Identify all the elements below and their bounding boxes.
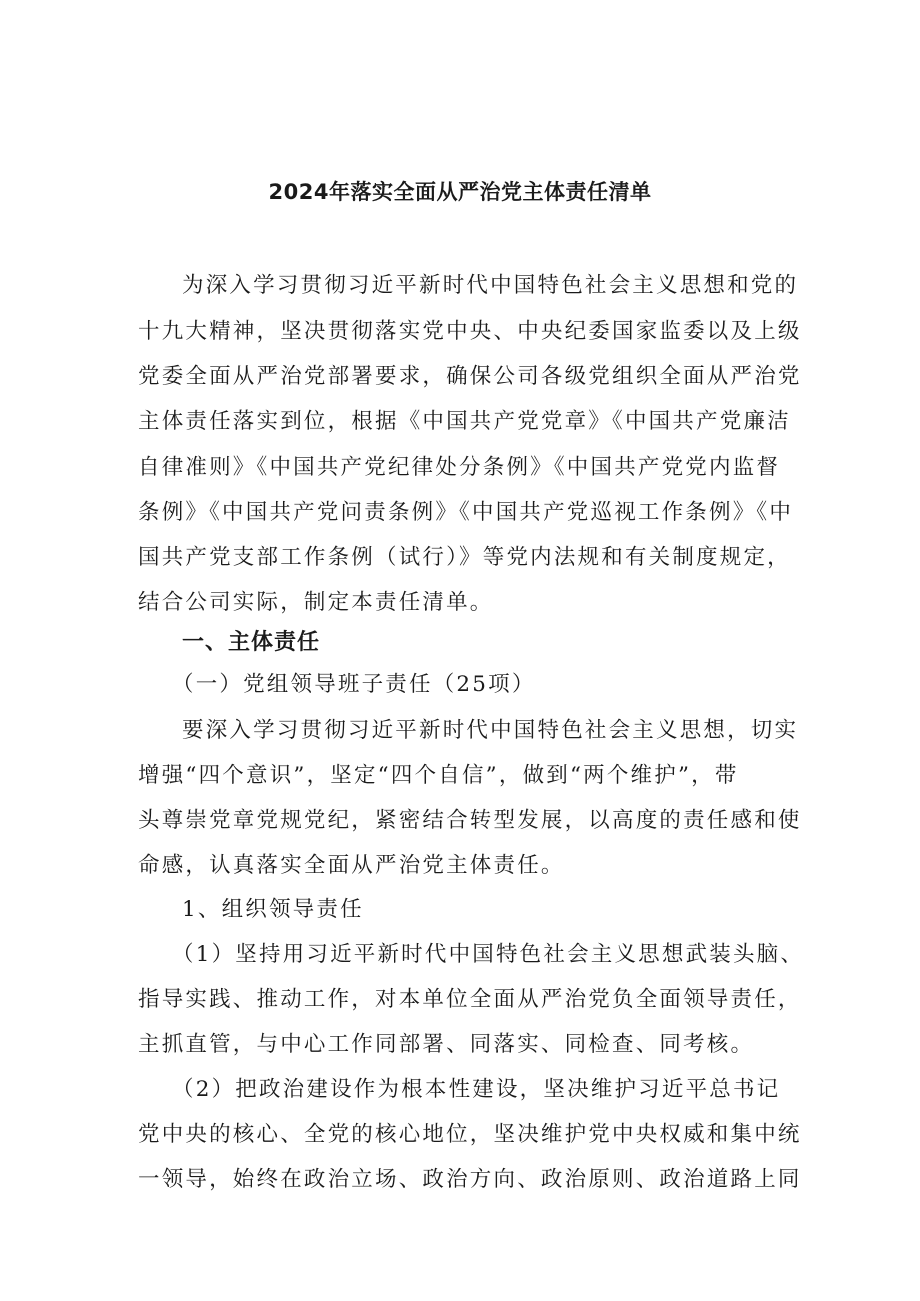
paragraph-line: 结合公司实际，制定本责任清单。 [138,590,494,615]
paragraph-line: 增强“四个意识”，坚定“四个自信”，做到“两个维护”，带 [138,763,739,788]
paragraph-line: 一领导，始终在政治立场、政治方向、政治原则、政治道路上同 [138,1167,802,1192]
paragraph-line: （1）坚持用习近平新时代中国特色社会主义思想武装头脑、 [172,942,805,967]
paragraph-line: 党中央的核心、全党的核心地位，坚决维护党中央权威和集中统 [138,1122,802,1147]
paragraph-line: 主抓直管，与中心工作同部署、同落实、同检查、同考核。 [138,1032,755,1057]
paragraph-line: 十九大精神，坚决贯彻落实党中央、中央纪委国家监委以及上级 [138,319,802,344]
document-title: 2024年落实全面从严治党主体责任清单 [268,180,652,204]
paragraph-line: （2）把政治建设作为根本性建设，坚决维护习近平总书记 [172,1077,781,1102]
section-heading: 一、主体责任 [182,630,321,655]
paragraph-line: 条例》《中国共产党问责条例》《中国共产党巡视工作条例》《中 [138,500,794,525]
paragraph-line: 头尊崇党章党规党纪，紧密结合转型发展，以高度的责任感和使 [138,808,802,833]
paragraph-line: 为深入学习贯彻习近平新时代中国特色社会主义思想和党的 [182,273,799,298]
paragraph-line: 自律准则》《中国共产党纪律处分条例》《中国共产党党内监督 [138,455,781,480]
paragraph-line: 主体责任落实到位，根据《中国共产党党章》《中国共产党廉洁 [138,409,791,434]
subsection-heading: （一）党组领导班子责任（25项） [172,672,536,697]
paragraph-line: 党委全面从严治党部署要求，确保公司各级党组织全面从严治党 [138,364,802,389]
item-heading: 1、组织领导责任 [182,897,364,922]
paragraph-line: 指导实践、推动工作，对本单位全面从严治党负全面领导责任， [138,987,802,1012]
paragraph-line: 要深入学习贯彻习近平新时代中国特色社会主义思想，切实 [182,718,799,743]
paragraph-line: 国共产党支部工作条例（试行）》等党内法规和有关制度规定， [138,545,791,570]
paragraph-line: 命感，认真落实全面从严治党主体责任。 [138,853,565,878]
